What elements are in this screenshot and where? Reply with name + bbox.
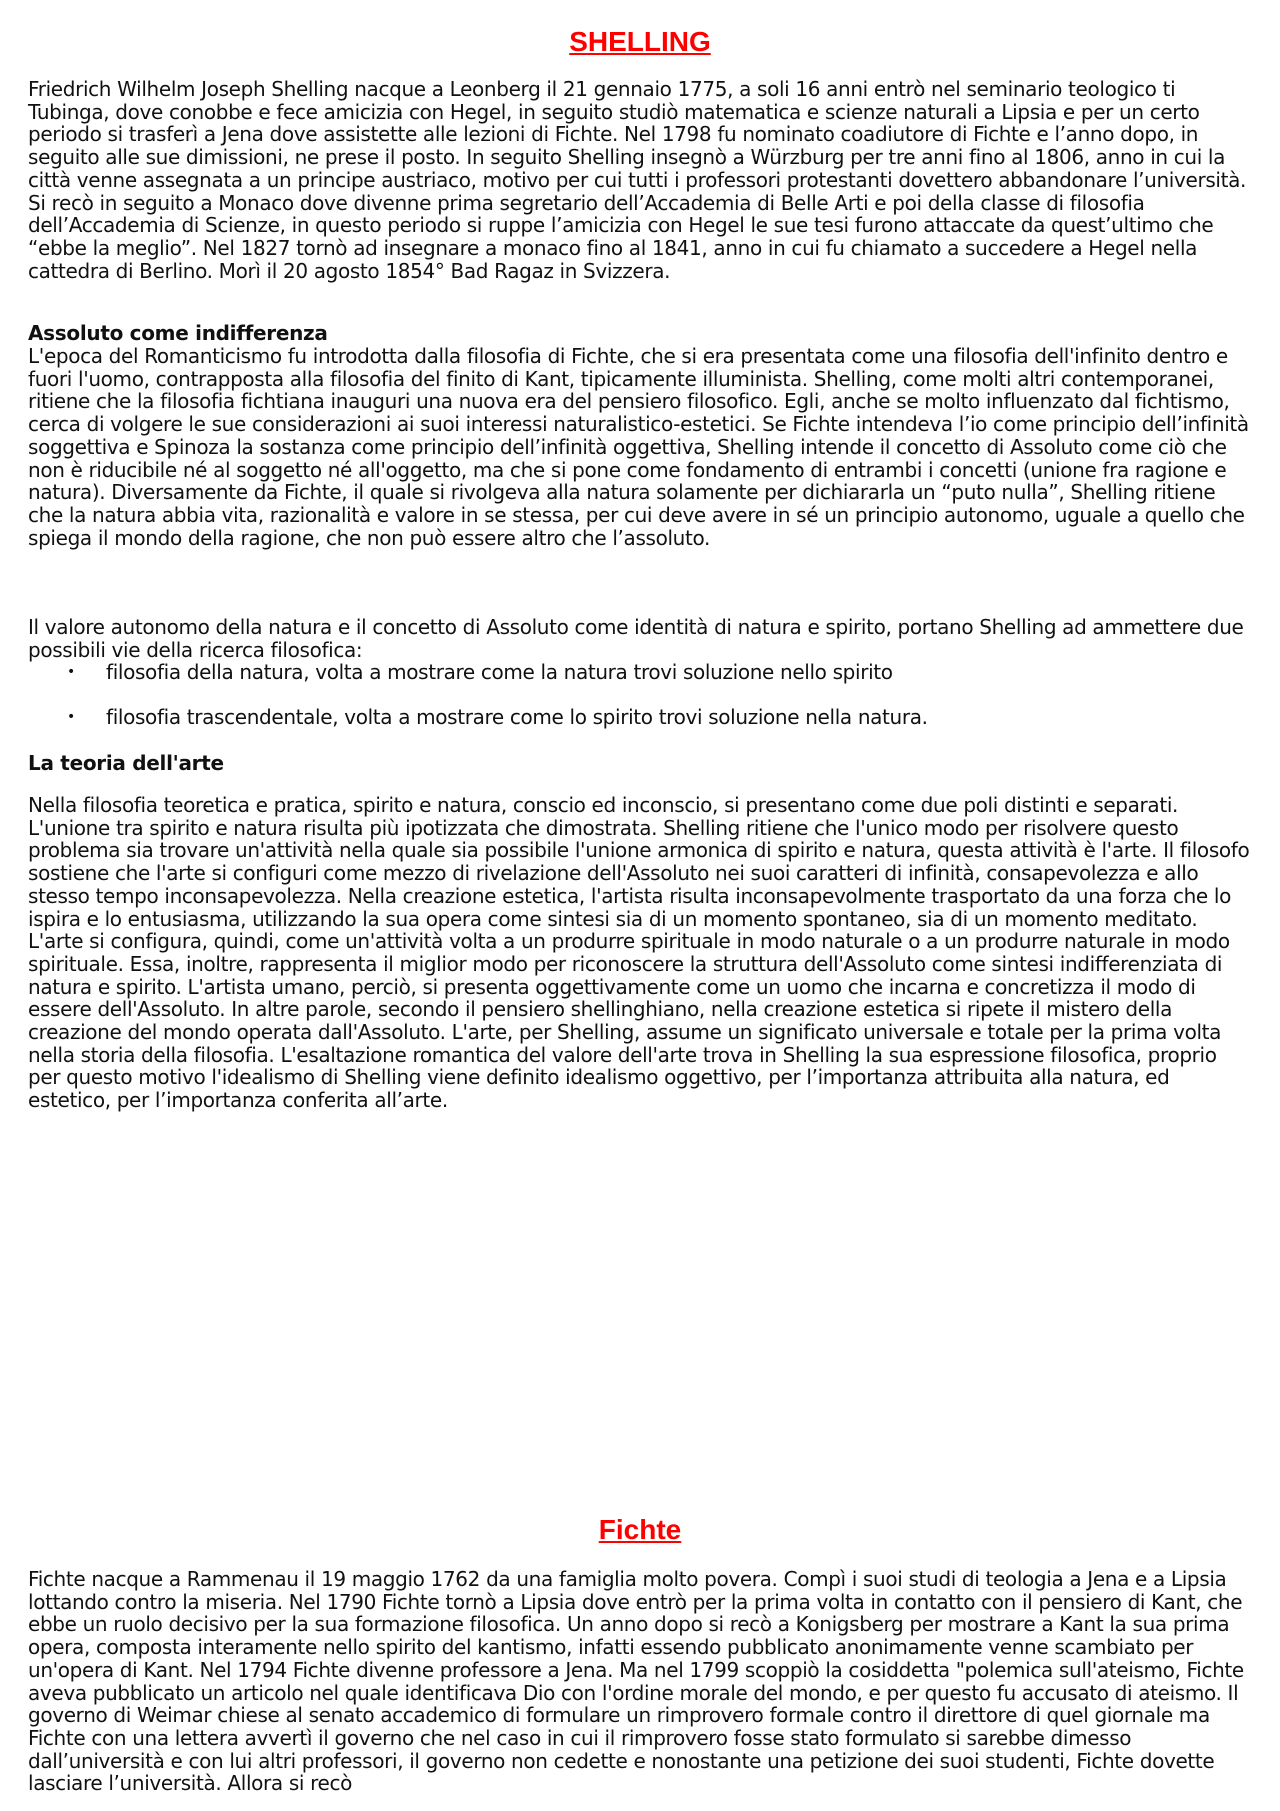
vie-intro-paragraph: Il valore autonomo della natura e il concetto di Assoluto come identità di natura e spirito, portano Shelling ad ammettere due possibili vie della ricerca filosofica:	[28, 615, 1244, 662]
bullet-text: filosofia trascendentale, volta a mostrare come lo spirito trovi soluzione nella natura.	[106, 704, 928, 729]
section-title-shelling: SHELLING	[569, 26, 711, 57]
section-title-fichte: Fichte	[598, 1514, 682, 1545]
heading-teoria-arte: La teoria dell'arte	[28, 751, 224, 775]
fichte-biography-paragraph: Fichte nacque a Rammenau il 19 maggio 1762 da una famiglia molto povera. Compì i suoi studi di teologia a Jena e a Lipsia lottando contro la miseria. Nel 1790 Fichte tornò a Lipsia dove entrò per la prima volta in contatto con il pensiero di Kant, che ebbe un ruolo decisivo per la sua formazione filosofica. Un anno dopo si recò a Konigsberg per mostrare a Kant la sua prima opera, composta interamente nello spirito del kantismo, infatti essendo pubblicato anonimamente venne scambiato per un'opera di Kant. Nel 1794 Fichte divenne professore a Jena. Ma nel 1799 scoppiò la cosiddetta "polemica sull'ateismo, Fichte aveva pubblicato un articolo nel quale identificava Dio con l'ordine morale del mondo, e per questo fu accusato di ateismo. Il governo di Weimar chiese al senato accademico di formulare un rimprovero formale contro il direttore di quel giornale ma Fichte con una lettera avvertì il governo che nel caso in cui il rimprovero fosse stato formulato si sarebbe dimesso dall’università e con lui altri professori, il governo non cedette e nonostante una petizione dei suoi studenti, Fichte dovette lasciare l’università. Allora si recò	[28, 1567, 1244, 1796]
assoluto-paragraph: L'epoca del Romanticismo fu introdotta dalla filosofia di Fichte, che si era presentata come una filosofia dell'infinito dentro e fuori l'uomo, contrapposta alla filosofia del finito di Kant, tipicamente illuminista. Shelling, come molti altri contemporanei, ritiene che la filosofia fichtiana inauguri una nuova era del pensiero filosofico. Egli, anche se molto influenzato dal fichtismo, cerca di volgere le sue considerazioni ai suoi interessi naturalistico-estetici. Se Fichte intendeva l’io come principio dell’infinità soggettiva e Spinoza la sostanza come principio dell’infinità oggettiva, Shelling intende il concetto di Assoluto come ciò che non è riducibile né al soggetto né all'oggetto, ma che si pone come fondamento di entrambi i concetti (unione fra ragione e natura). Diversamente da Fichte, il quale si rivolgeva alla natura solamente per dichiararla un “puto nulla”, Shelling ritiene che la natura abbia vita, razionalità e valore in se stessa, per cui deve avere in sé un principio autonomo, uguale a quello che spiega il mondo della ragione, che non può essere altro che l’assoluto.	[28, 344, 1249, 550]
arte-paragraph: Nella filosofia teoretica e pratica, spirito e natura, conscio ed inconscio, si presentano come due poli distinti e separati. L'unione tra spirito e natura risulta più ipotizzata che dimostrata. Shelling ritiene che l'unico modo per risolvere questo problema sia trovare un'attività nella quale sia possibile l'unione armonica di spirito e natura, questa attività è l'arte. Il filosofo sostiene che l'arte si configuri come mezzo di rivelazione dell'Assoluto nei suoi caratteri di infinità, consapevolezza e allo stesso tempo inconsapevolezza. Nella creazione estetica, l'artista risulta inconsapevolmente trasportato da una forza che lo ispira e lo entusiasma, utilizzando la sua opera come sintesi sia di un momento spontaneo, sia di un momento meditato. L'arte si configura, quindi, come un'attività volta a un produrre spirituale in modo naturale o a un produrre naturale in modo spirituale. Essa, inoltre, rappresenta il miglior modo per riconoscere la struttura dell'Assoluto come sintesi indifferenziata di natura e spirito. L'artista umano, perciò, si presenta oggettivamente come un uomo che incarna e concretizza il modo di essere dell'Assoluto. In altre parole, secondo il pensiero shellinghiano, nella creazione estetica si ripete il mistero della creazione del mondo operata dall'Assoluto. L'arte, per Shelling, assume un significato universale e totale per la prima volta nella storia della filosofia. L'esaltazione romantica del valore dell'arte trova in Shelling la sua espressione filosofica, proprio per questo motivo l'idealismo di Shelling viene definito idealismo oggettivo, per l’importanza attribuita alla natura, ed estetico, per l’importanza conferita all’arte.	[28, 793, 1250, 1113]
list-item	[28, 661, 1252, 684]
shelling-biography-paragraph: Friedrich Wilhelm Joseph Shelling nacque a Leonberg il 21 gennaio 1775, a soli 16 anni entrò nel seminario teologico ti Tubinga, dove conobbe e fece amicizia con Hegel, in seguito studiò matematica e scienze naturali a Lipsia e per un certo periodo si trasferì a Jena dove assistette alle lezioni di Fichte. Nel 1798 fu nominato coadiutore di Fichte e l’anno dopo, in seguito alle sue dimissioni, ne prese il posto. In seguito Shelling insegnò a Würzburg per tre anni fino al 1806, anno in cui la città venne assegnata a un principe austriaco, motivo per cui tutti i professori protestanti dovettero abbandonare l’università. Si recò in seguito a Monaco dove divenne prima segretario dell’Accademia di Belle Arti e poi della classe di filosofia dell’Accademia di Scienze, in questo periodo si ruppe l’amicizia con Hegel le sue tesi furono attaccate da quest’ultimo che “ebbe la meglio”. Nel 1827 tornò ad insegnare a monaco fino al 1841, anno in cui fu chiamato a succedere a Hegel nella cattedra di Berlino. Morì il 20 agosto 1854° Bad Ragaz in Svizzera.	[28, 77, 1247, 283]
bullet-icon: •	[67, 708, 75, 725]
heading-assoluto: Assoluto come indifferenza	[28, 321, 328, 345]
bullet-text: filosofia della natura, volta a mostrare come la natura trovi soluzione nello spirito	[106, 660, 893, 684]
list-item	[28, 706, 1252, 729]
bullet-list	[28, 661, 1252, 728]
bullet-icon: •	[67, 664, 75, 680]
